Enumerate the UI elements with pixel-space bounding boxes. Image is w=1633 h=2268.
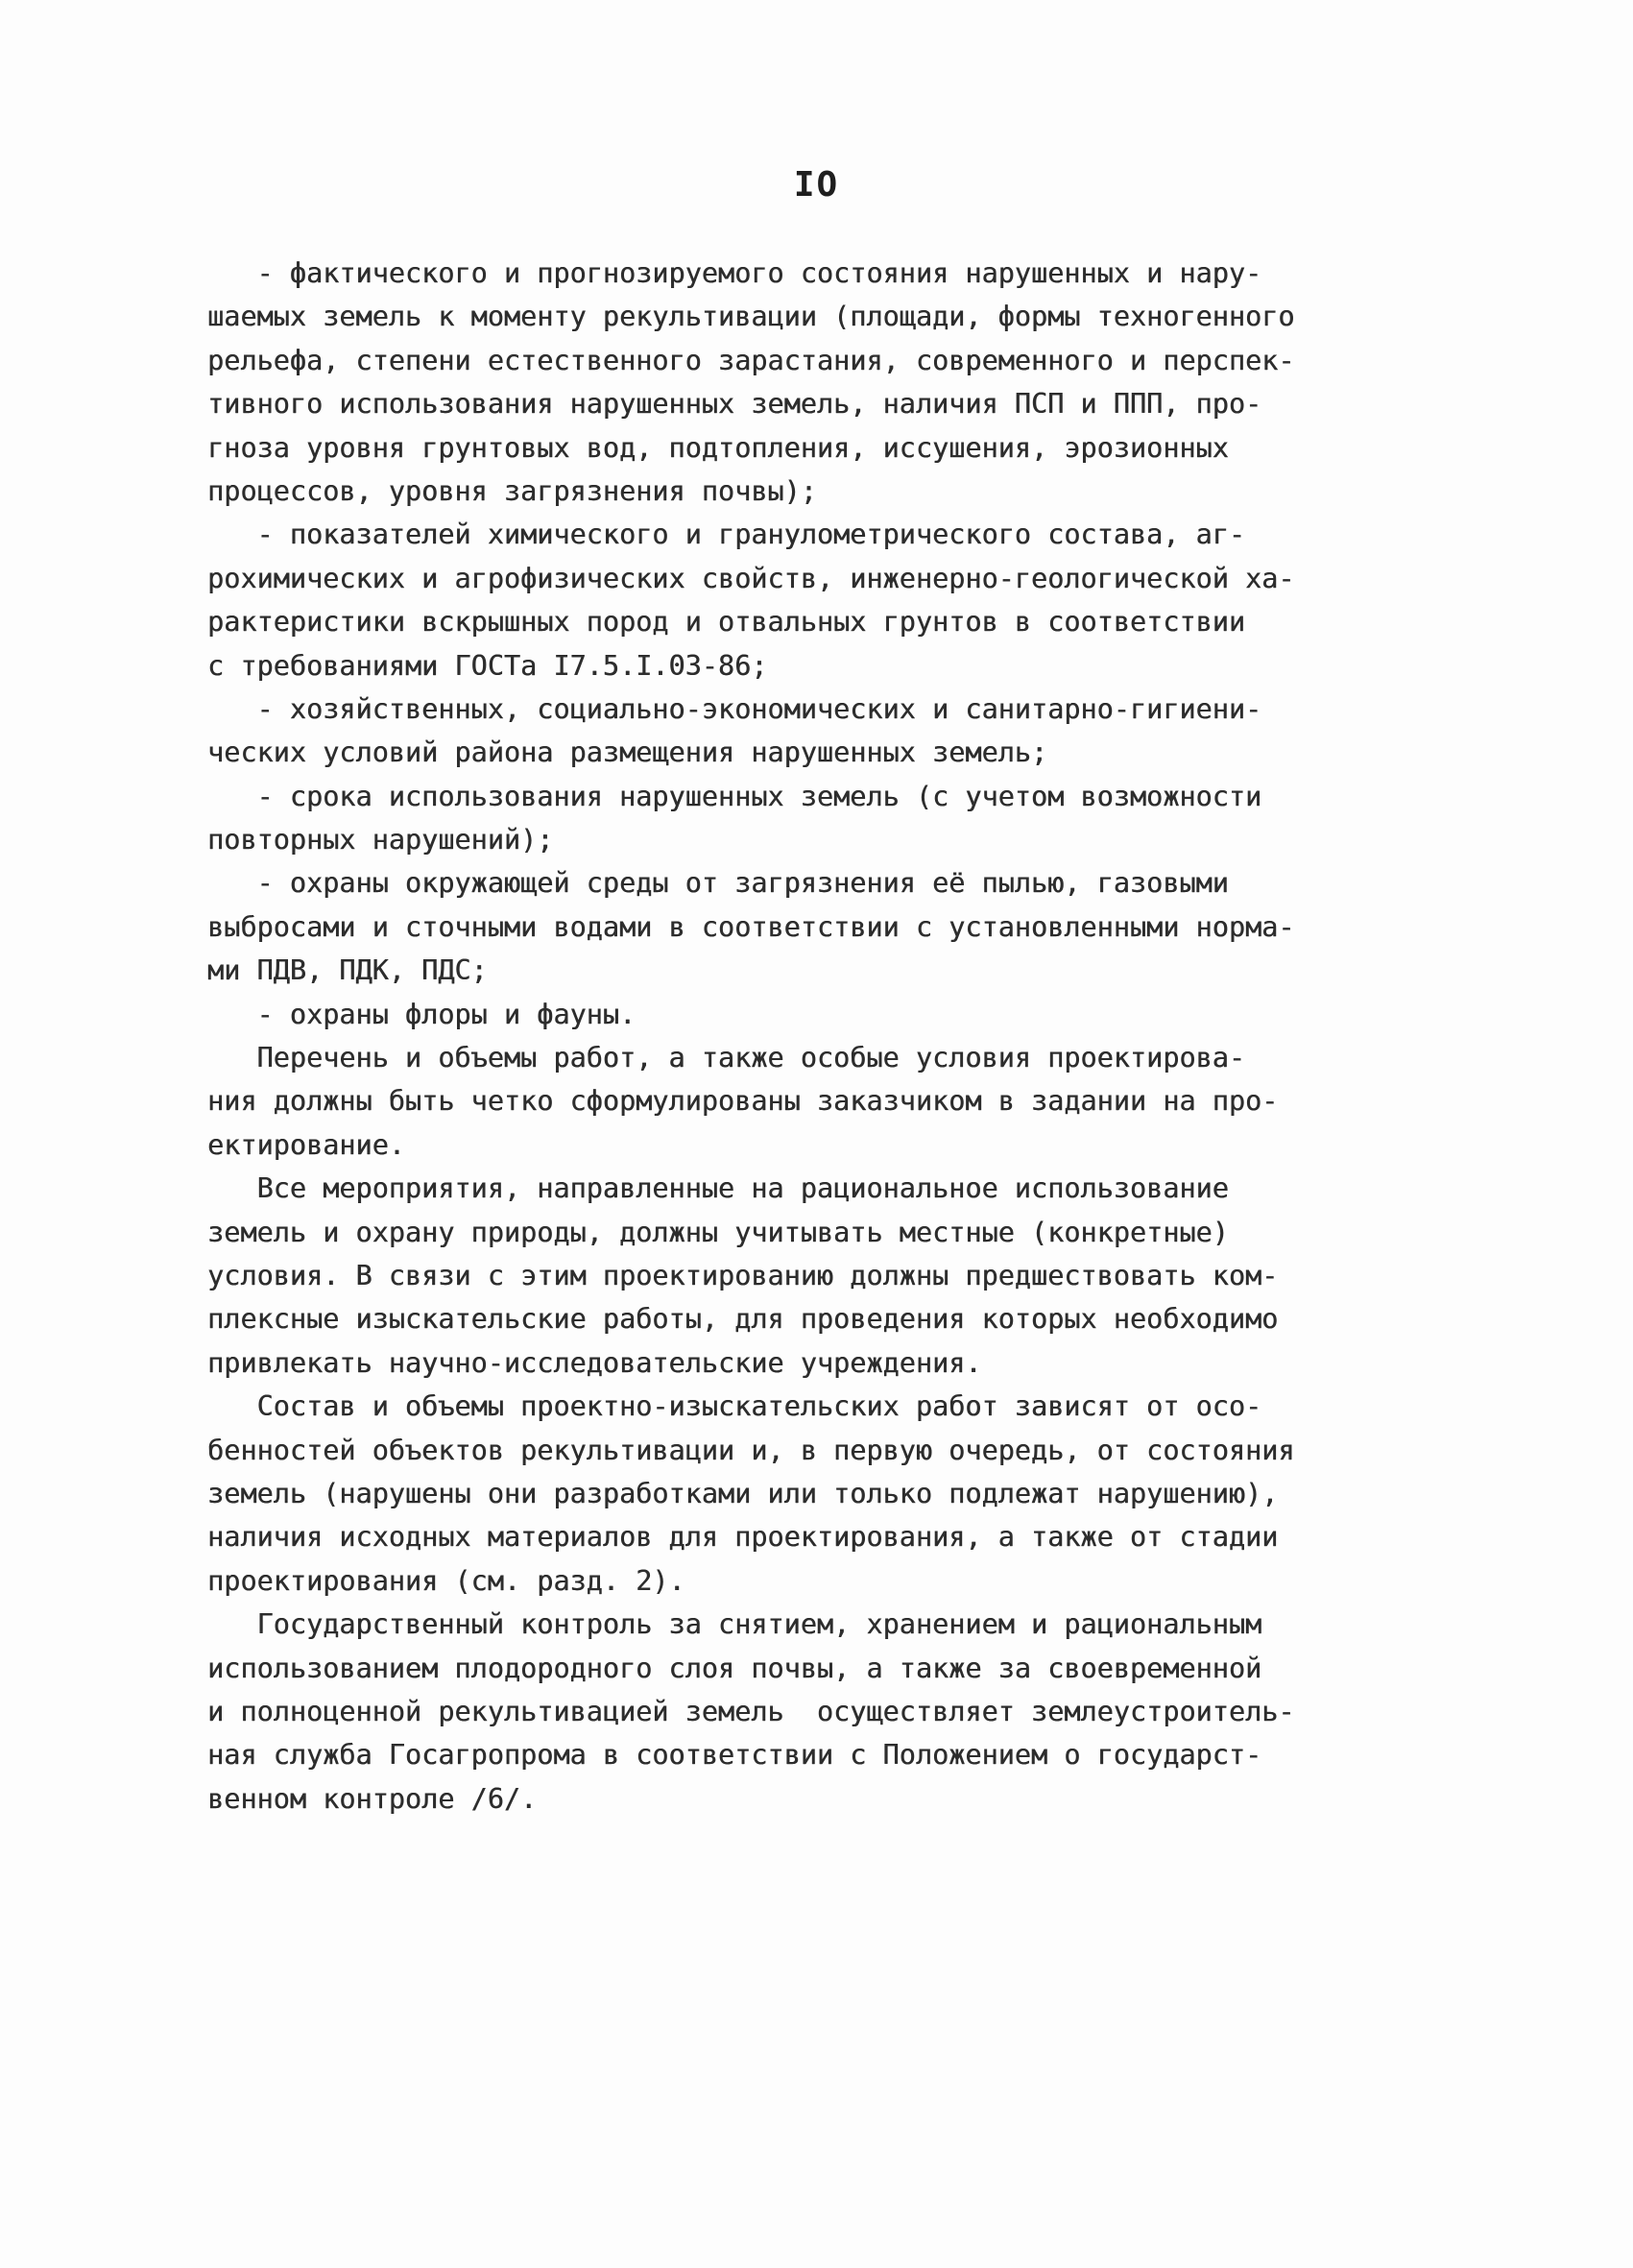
- text-line: бенностей объектов рекультивации и, в первую очередь, от состояния: [207, 1434, 1295, 1466]
- text-line: - охраны флоры и фауны.: [207, 998, 636, 1030]
- text-line: ми ПДВ, ПДК, ПДС;: [207, 954, 488, 987]
- text-line: ная служба Госагропрома в соответствии с Положением о государст-: [207, 1739, 1262, 1772]
- text-line: использованием плодородного слоя почвы, а также за своевременной: [207, 1652, 1262, 1684]
- text-line: проектирования (см. разд. 2).: [207, 1564, 685, 1597]
- text-line: рактеристики вскрышных пород и отвальных грунтов в соответствии: [207, 606, 1245, 639]
- text-line: выбросами и сточными водами в соответствии с установленными норма-: [207, 910, 1295, 943]
- text-line: плексные изыскательские работы, для проведения которых необходимо: [207, 1303, 1279, 1336]
- text-line: условия. В связи с этим проектированию должны предшествовать ком-: [207, 1259, 1279, 1291]
- text-line: тивного использования нарушенных земель, наличия ПСП и ППП, про-: [207, 388, 1262, 421]
- text-line: привлекать научно-исследовательские учреждения.: [207, 1346, 982, 1379]
- text-line: процессов, уровня загрязнения почвы);: [207, 474, 817, 507]
- text-line: ектирование.: [207, 1128, 405, 1161]
- text-line: повторных нарушений);: [207, 824, 554, 857]
- text-line: ческих условий района размещения нарушенных земель;: [207, 736, 1048, 769]
- body-text: [207, 252, 1455, 1821]
- text-line: ния должны быть четко сформулированы заказчиком в задании на про-: [207, 1085, 1279, 1118]
- text-line: рельефа, степени естественного зарастания, современного и перспек-: [207, 344, 1295, 376]
- text-line: и полноценной рекультивацией земель осуществляет землеустроитель-: [207, 1695, 1295, 1727]
- text-line: Государственный контроль за снятием, хранением и рациональным: [207, 1608, 1262, 1641]
- text-line: рохимических и агрофизических свойств, инженерно-геологической ха-: [207, 562, 1295, 594]
- text-line: - хозяйственных, социально-экономических и санитарно-гигиени-: [207, 692, 1262, 725]
- text-line: шаемых земель к моменту рекультивации (площади, формы техногенного: [207, 301, 1295, 333]
- text-line: гноза уровня грунтовых вод, подтопления, иссушения, эрозионных: [207, 431, 1229, 464]
- text-line: наличия исходных материалов для проектирования, а также от стадии: [207, 1521, 1279, 1554]
- text-line: земель (нарушены они разработками или только подлежат нарушению),: [207, 1477, 1279, 1509]
- text-line: Состав и объемы проектно-изыскательских работ зависят от осо-: [207, 1390, 1262, 1423]
- text-line: - срока использования нарушенных земель (с учетом возможности: [207, 780, 1262, 812]
- text-line: Перечень и объемы работ, а также особые условия проектирова-: [207, 1042, 1245, 1074]
- text-line: - фактического и прогнозируемого состояния нарушенных и нару-: [207, 257, 1262, 289]
- text-line: Все мероприятия, направленные на рациональное использование: [207, 1172, 1229, 1205]
- page-number: IO: [793, 165, 840, 205]
- text-line: венном контроле /6/.: [207, 1782, 538, 1815]
- text-line: земель и охрану природы, должны учитывать местные (конкретные): [207, 1216, 1229, 1248]
- text-line: - показателей химического и гранулометрического состава, аг-: [207, 519, 1245, 551]
- text-line: - охраны окружающей среды от загрязнения её пылью, газовыми: [207, 867, 1229, 900]
- text-line: с требованиями ГОСТа I7.5.I.03-86;: [207, 649, 768, 682]
